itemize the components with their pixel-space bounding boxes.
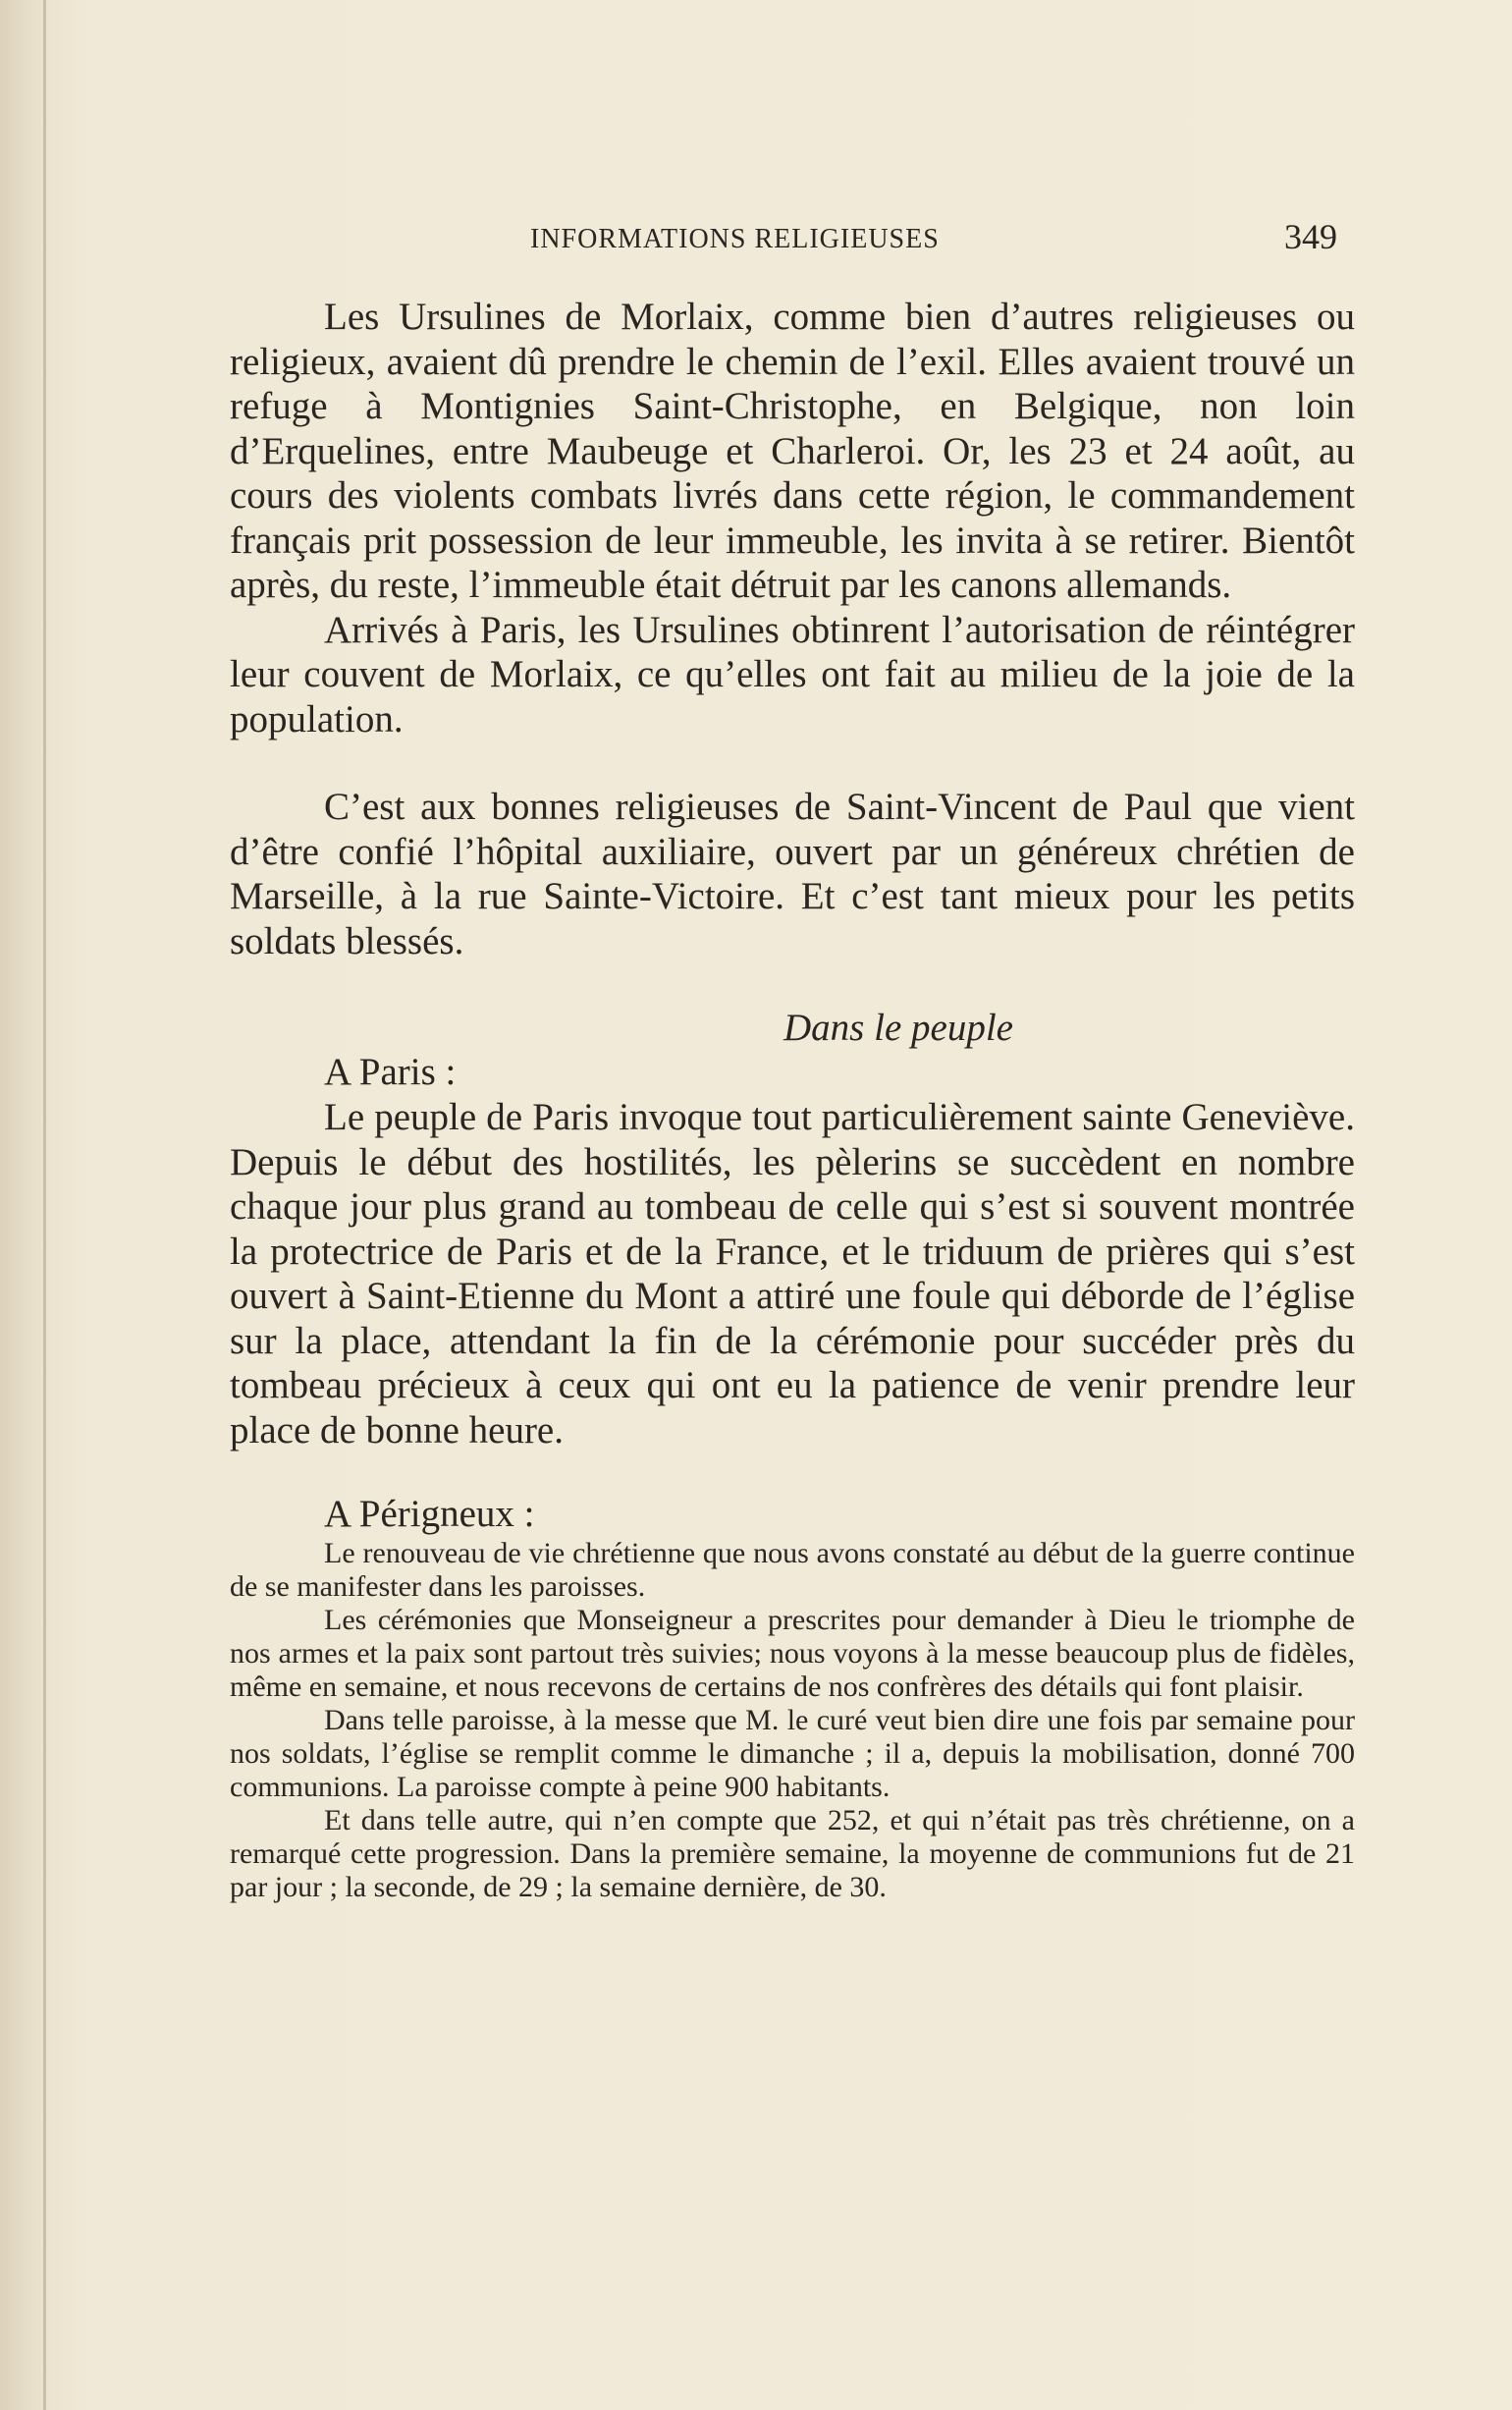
paragraph-perigueux-2: Les cérémonies que Monseigneur a prescrites pour demander à Dieu le triomphe de nos armes et la paix sont partout très suivies; nous voyons à la messe beaucoup plus de fidèles, même en semaine, et nous recevons de certains de nos confrères des détails qui font plaisir. [230, 1604, 1355, 1703]
binding-gutter [43, 0, 46, 2410]
location-paris-label: A Paris : [324, 1051, 457, 1093]
paragraph-paris-return: Arrivés à Paris, les Ursulines obtinrent l’autorisation de réintégrer leur couvent de Morlaix, ce qu’elles ont fait au milieu de la joie de la population. [230, 608, 1355, 740]
perigueux-quote [230, 1537, 1355, 1904]
section-heading: Dans le peuple [783, 1007, 1013, 1049]
paragraph-saint-vincent: C’est aux bonnes religieuses de Saint-Vincent de Paul que vient d’être confié l’hôpital auxiliaire, ouvert par un généreux chrétien de Marseille, à la rue Sainte-Victoire. Et c’est tant mieux pour les petits soldats blessés. [230, 786, 1355, 962]
paragraph-perigueux-4: Et dans telle autre, qui n’en compte que 252, et qui n’était pas très chrétienne, on a remarqué cette progression. Dans la première semaine, la moyenne de communions fut de 21 par jour ; la seconde, de 29 ; la semaine dernière, de 30. [230, 1804, 1355, 1903]
paragraph-paris: Le peuple de Paris invoque tout particulièrement sainte Geneviève. Depuis le début des hostilités, les pèlerins se succèdent en nombre chaque jour plus grand au tombeau de celle qui s’est si souvent montrée la protectrice de Paris et de la France, et le triduum de prières qui s’est ouvert à Saint-Etienne du Mont a attiré une foule qui déborde de l’église sur la place, attendant la fin de la cérémonie pour succéder près du tombeau précieux à ceux qui ont eu la patience de venir prendre leur place de bonne heure. [230, 1096, 1355, 1451]
main-text [230, 295, 1355, 1904]
paragraph-ursulines: Les Ursulines de Morlaix, comme bien d’autres religieuses ou religieux, avaient dû prendre le chemin de l’exil. Elles avaient trouvé un refuge à Montignies Saint-Christophe, en Belgique, non loin d’Erquelines, entre Maubeuge et Charleroi. Or, les 23 et 24 août, au cours des violents combats livrés dans cette région, le commandement français prit possession de leur immeuble, les invita à se retirer. Bientôt après, du reste, l’immeuble était détruit par les canons allemands. [230, 296, 1355, 606]
running-head: INFORMATIONS RELIGIEUSES [530, 224, 940, 254]
page-number: 349 [1284, 217, 1337, 256]
paragraph-perigueux-3: Dans telle paroisse, à la messe que M. le curé veut bien dire une fois par semaine pour nos soldats, l’église se remplit comme le dimanche ; il a, depuis la mobilisation, donné 700 communions. La paroisse compte à peine 900 habitants. [230, 1704, 1355, 1803]
location-perigueux-label: A Périgneux : [324, 1493, 535, 1535]
paragraph-perigueux-1: Le renouveau de vie chrétienne que nous avons constaté au début de la guerre continue de se manifester dans les paroisses. [230, 1537, 1355, 1603]
